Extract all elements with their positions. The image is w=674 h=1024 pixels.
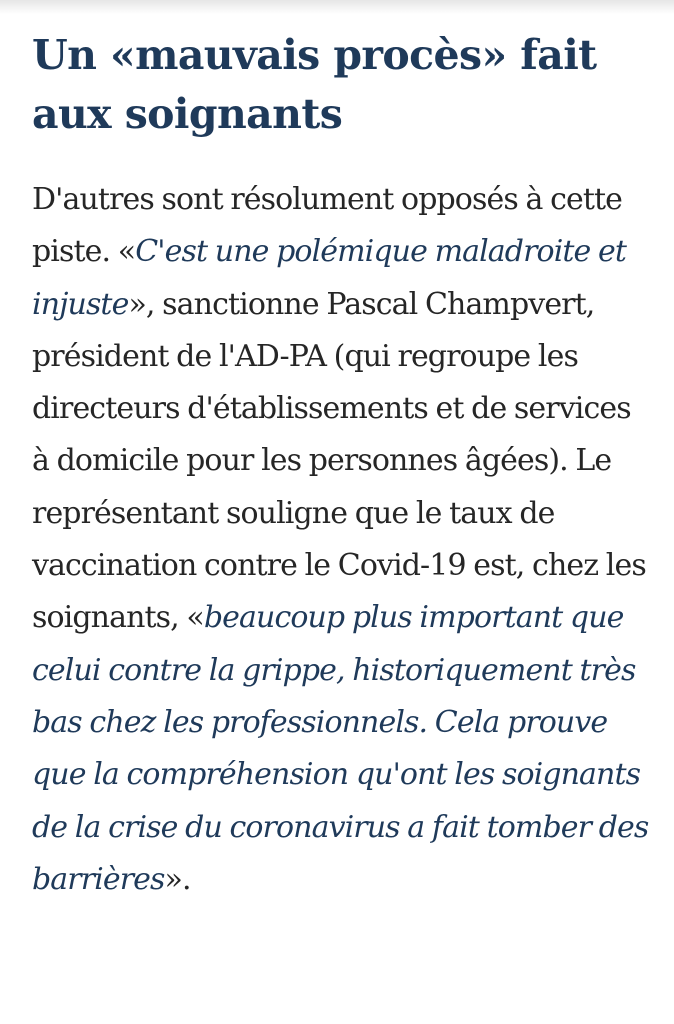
quote-2: beaucoup plus important que celui contre la grippe, historiquement très bas chez les professionnels. Cela prouve que la compréhension qu'ont les soignants de la crise du coronavirus a fait tomber des barrières [32,600,649,897]
paragraph-text-1: D'autres sont résolument opposés à cette piste. « [32,182,622,270]
article-paragraph [32,174,652,906]
top-shadow-bar [0,0,674,14]
article-heading: Un «mauvais procès» fait aux soignants [32,31,597,138]
paragraph-text-2: », sanctionne Pascal Champvert, président de l'AD-PA (qui regroupe les directeurs d'établissements et de services à domicile pour les personnes âgées). Le représentant souligne que le taux de vaccination contre le Covid-19 est, chez les soignants, « [32,286,646,636]
quote-1: C'est une polémique maladroite et injuste [32,234,627,322]
article [32,26,652,906]
paragraph-text-3: ». [164,861,191,897]
